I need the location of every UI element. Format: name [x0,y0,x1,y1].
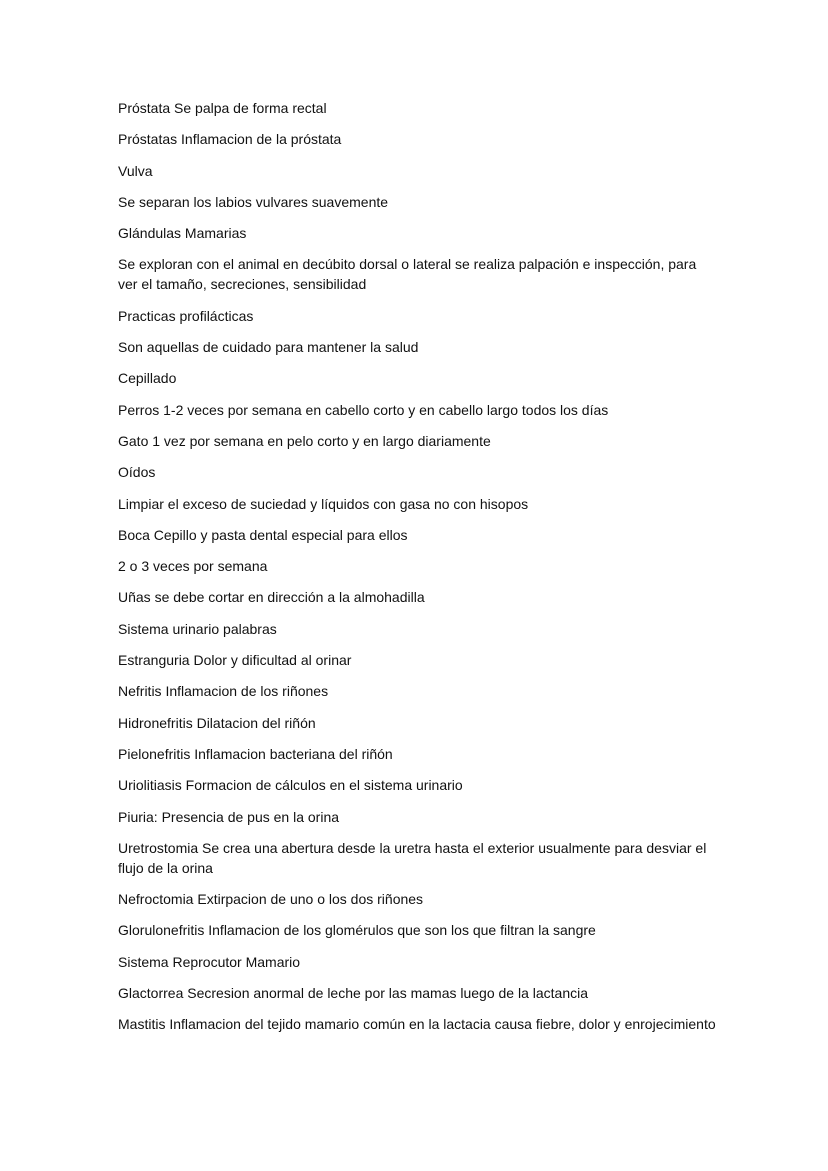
paragraph-piuria: Piuria: Presencia de pus en la orina [118,808,340,825]
paragraph-gato: Gato 1 vez por semana en pelo corto y en largo diariamente [118,432,491,449]
paragraph-vulva-heading: Vulva [118,162,153,179]
paragraph-mastitis: Mastitis Inflamacion del tejido mamario común en la lactacia causa fiebre, dolor y enrojecimiento [118,1016,716,1033]
paragraph-oidos-heading: Oídos [118,464,156,481]
paragraph-uriolitiasis: Uriolitiasis Formacion de cálculos en el sistema urinario [118,777,463,794]
paragraph-boca: Boca Cepillo y pasta dental especial para ellos [118,526,408,543]
paragraph-uretrostomia: Uretrostomia Se crea una abertura desde la uretra hasta el exterior usualmente para desviar el flujo de la orina [118,839,707,876]
paragraph-frecuencia: 2 o 3 veces por semana [118,558,268,575]
paragraph-glactorrea: Glactorrea Secresion anormal de leche por las mamas luego de la lactancia [118,985,589,1002]
paragraph-oidos-text: Limpiar el exceso de suciedad y líquidos con gasa no con hisopos [118,495,529,512]
paragraph-vulva-text: Se separan los labios vulvares suavemente [118,193,389,210]
paragraph-sistema-urinario-heading: Sistema urinario palabras [118,620,277,637]
paragraph-nefroctomia: Nefroctomia Extirpacion de uno o los dos riñones [118,891,424,908]
paragraph-prostatas: Próstatas Inflamacion de la próstata [118,131,342,148]
paragraph-cepillado-heading: Cepillado [118,370,177,387]
paragraph-pielonefritis: Pielonefritis Inflamacion bacteriana del riñón [118,745,393,762]
paragraph-sistema-reproductor-heading: Sistema Reprocutor Mamario [118,953,301,970]
paragraph-glorulonefritis: Glorulonefritis Inflamacion de los glomérulos que son los que filtran la sangre [118,922,596,939]
paragraph-practicas-heading: Practicas profilácticas [118,307,254,324]
paragraph-nefritis: Nefritis Inflamacion de los riñones [118,683,329,700]
paragraph-unas: Uñas se debe cortar en dirección a la almohadilla [118,589,425,606]
paragraph-estranguria: Estranguria Dolor y dificultad al orinar [118,652,352,669]
paragraph-prostata: Próstata Se palpa de forma rectal [118,100,327,116]
paragraph-perros: Perros 1-2 veces por semana en cabello corto y en cabello largo todos los días [118,401,609,418]
paragraph-glandulas-heading: Glándulas Mamarias [118,225,247,242]
paragraph-glandulas-text: Se exploran con el animal en decúbito dorsal o lateral se realiza palpación e inspección, para ver el tamaño, secreciones, sensibilidad [118,256,697,293]
paragraph-hidronefritis: Hidronefritis Dilatacion del riñón [118,714,316,731]
paragraph-practicas-text: Son aquellas de cuidado para mantener la salud [118,339,419,356]
